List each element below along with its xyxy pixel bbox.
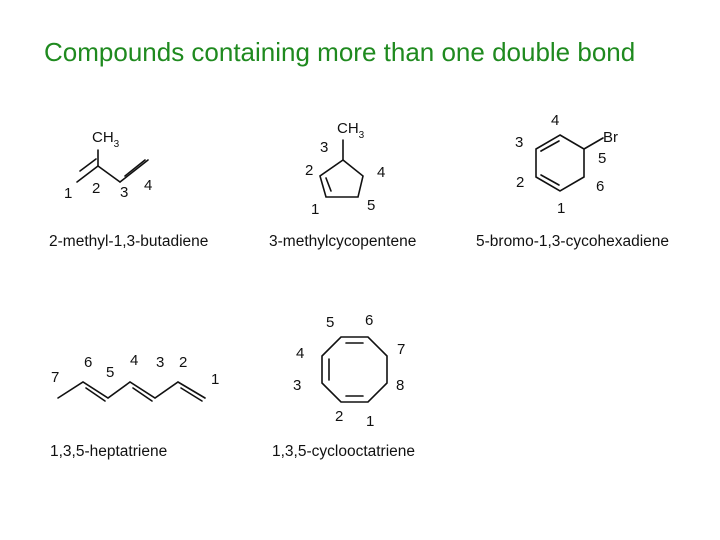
methylcyclopentene-num-4: 4	[377, 164, 386, 181]
bromocyclohexadiene-name: 5-bromo-1,3-cycohexadiene	[476, 233, 669, 250]
heptatriene-num-4: 4	[130, 352, 139, 369]
slide-title: Compounds containing more than one double bond	[44, 37, 636, 67]
compound-heptatriene	[50, 352, 219, 460]
heptatriene-num-3: 3	[156, 354, 165, 371]
cyclooctatriene-num-8: 8	[396, 377, 405, 394]
cyclooctatriene-num-7: 7	[397, 341, 406, 358]
methylcyclopentene-num-1: 1	[311, 201, 320, 218]
compound-methylcyclopentene	[269, 120, 416, 250]
isoprene-num-2: 2	[92, 180, 101, 197]
heptatriene-skeleton	[58, 382, 205, 401]
compound-isoprene	[49, 129, 208, 250]
heptatriene-num-7: 7	[51, 369, 60, 386]
methylcyclopentene-substituent-ch3	[337, 120, 365, 141]
methylcyclopentene-ch3-main: CH	[337, 120, 359, 137]
isoprene-ch3-main: CH	[92, 129, 114, 146]
bromocyclohexadiene-num-1: 1	[557, 200, 566, 217]
bromocyclohexadiene-num-5: 5	[598, 150, 607, 167]
compound-cyclooctatriene	[272, 312, 415, 460]
bromocyclohexadiene-num-6: 6	[596, 178, 605, 195]
isoprene-name: 2-methyl-1,3-butadiene	[49, 233, 209, 250]
heptatriene-num-5: 5	[106, 364, 115, 381]
methylcyclopentene-ch3-sub: 3	[358, 130, 365, 141]
methylcyclopentene-name: 3-methylcycopentene	[269, 233, 417, 250]
heptatriene-num-2: 2	[179, 354, 188, 371]
methylcyclopentene-num-2: 2	[305, 162, 314, 179]
isoprene-ch3-sub: 3	[113, 139, 120, 150]
bromocyclohexadiene-num-4: 4	[551, 112, 560, 129]
bromocyclohexadiene-num-3: 3	[515, 134, 524, 151]
methylcyclopentene-num-5: 5	[367, 197, 376, 214]
isoprene-substituent-ch3	[92, 129, 120, 150]
cyclooctatriene-num-2: 2	[335, 408, 344, 425]
heptatriene-num-6: 6	[84, 354, 93, 371]
isoprene-num-1: 1	[64, 185, 73, 202]
bromocyclohexadiene-substituent-br: Br	[603, 129, 618, 146]
compound-bromocyclohexadiene	[476, 112, 669, 250]
cyclooctatriene-num-1: 1	[366, 413, 375, 430]
cyclooctatriene-num-4: 4	[296, 345, 305, 362]
isoprene-num-4: 4	[144, 177, 153, 194]
cyclooctatriene-num-6: 6	[365, 312, 374, 329]
bromocyclohexadiene-num-2: 2	[516, 174, 525, 191]
cyclooctatriene-num-5: 5	[326, 314, 335, 331]
heptatriene-num-1: 1	[211, 371, 220, 388]
methylcyclopentene-num-3: 3	[320, 139, 329, 156]
cyclooctatriene-num-3: 3	[293, 377, 302, 394]
isoprene-num-3: 3	[120, 184, 129, 201]
bromocyclohexadiene-skeleton	[536, 135, 603, 191]
cyclooctatriene-name: 1,3,5-cyclooctatriene	[272, 443, 416, 460]
heptatriene-name: 1,3,5-heptatriene	[50, 443, 168, 460]
cyclooctatriene-skeleton	[322, 337, 387, 402]
isoprene-skeleton	[77, 150, 148, 182]
